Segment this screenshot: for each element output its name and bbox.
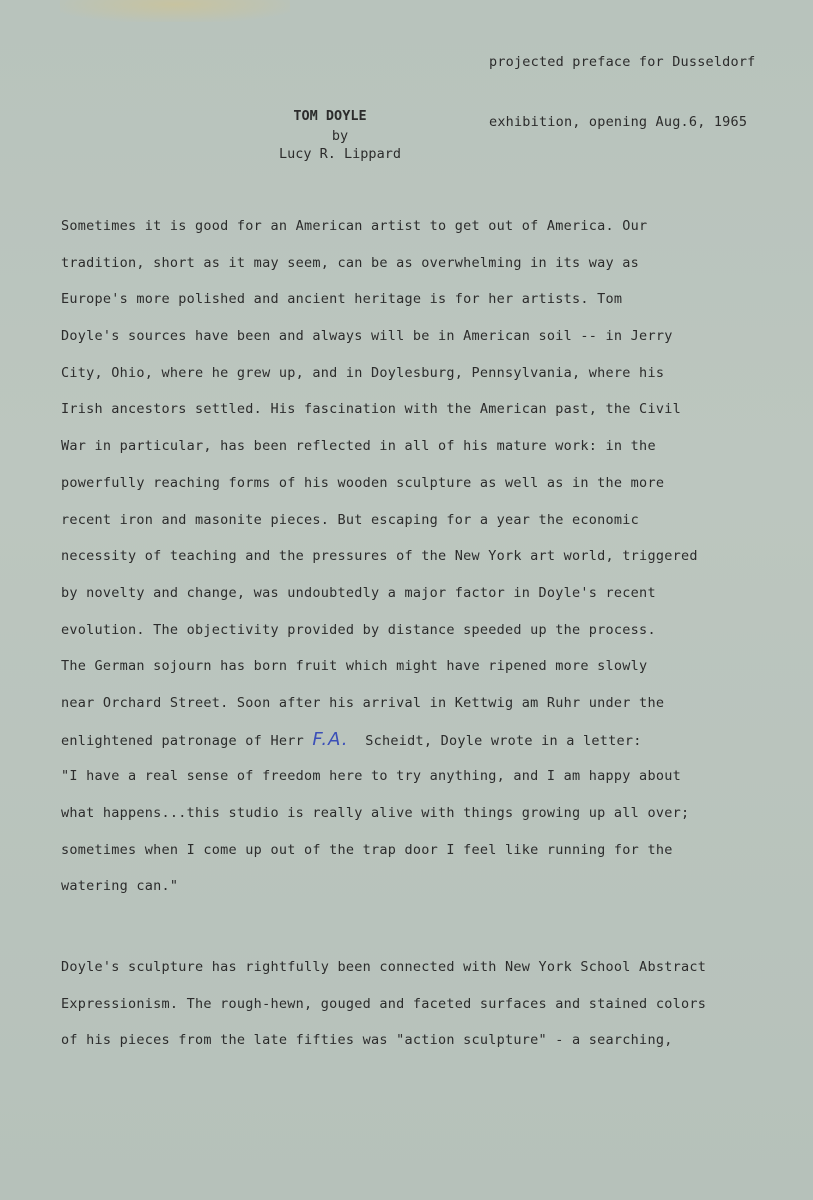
text-line: War in particular, has been reflected in all of his mature work: in the [61, 438, 656, 455]
text-segment: Scheidt, Doyle wrote in a letter: [348, 732, 642, 749]
byline-by: by [331, 128, 349, 144]
text-line: necessity of teaching and the pressures of the New York art world, triggered [61, 548, 698, 565]
text-line: what happens...this studio is really alive with things growing up all over; [61, 805, 690, 821]
text-line: City, Ohio, where he grew up, and in Doylesburg, Pennsylvania, where his [61, 364, 665, 381]
text-line: sometimes when I come up out of the trap door I feel like running for the [61, 841, 673, 858]
text-line: Doyle's sculpture has rightfully been connected with New York School Abstract [61, 959, 707, 975]
text-line: tradition, short as it may seem, can be as overwhelming in its way as [61, 254, 640, 271]
text-line: Expressionism. The rough-hewn, gouged and faceted surfaces and stained colors [61, 995, 707, 1012]
text-segment: enlightened patronage of Herr [61, 732, 313, 749]
text-line: Doyle's sources have been and always will be in American soil -- in Jerry [61, 328, 673, 345]
text-line: of his pieces from the late fifties was "action sculpture" - a searching, [61, 1032, 673, 1049]
text-line: near Orchard Street. Soon after his arrival in Kettwig am Ruhr under the [61, 694, 665, 711]
text-line: Europe's more polished and ancient heritage is for her artists. Tom [61, 291, 623, 308]
text-line: recent iron and masonite pieces. But escaping for a year the economic [61, 511, 640, 528]
paper-stain [60, 0, 290, 22]
text-line: watering can." [61, 878, 179, 895]
text-line: powerfully reaching forms of his wooden sculpture as well as in the more [61, 474, 665, 491]
header-note-line: exhibition, opening Aug.6, 1965 [489, 114, 748, 130]
handwritten-annotation: F.A. [312, 728, 349, 750]
text-line: Sometimes it is good for an American artist to get out of America. Our [61, 218, 648, 234]
byline-author: Lucy R. Lippard [279, 146, 401, 162]
text-line: "I have a real sense of freedom here to try anything, and I am happy about [61, 768, 681, 785]
paragraph-1 [61, 208, 698, 905]
text-line: evolution. The objectivity provided by distance speeded up the process. [61, 621, 656, 638]
text-line: The German sojourn has born fruit which might have ripened more slowly [61, 658, 648, 675]
text-line: by novelty and change, was undoubtedly a major factor in Doyle's recent [61, 584, 656, 601]
header-note-line: projected preface for Dusseldorf [489, 54, 756, 70]
paragraph-2 [61, 949, 706, 1059]
text-line: Irish ancestors settled. His fascination with the American past, the Civil [61, 401, 681, 418]
document-title: TOM DOYLE [293, 108, 367, 124]
text-line-with-annotation [61, 722, 698, 759]
